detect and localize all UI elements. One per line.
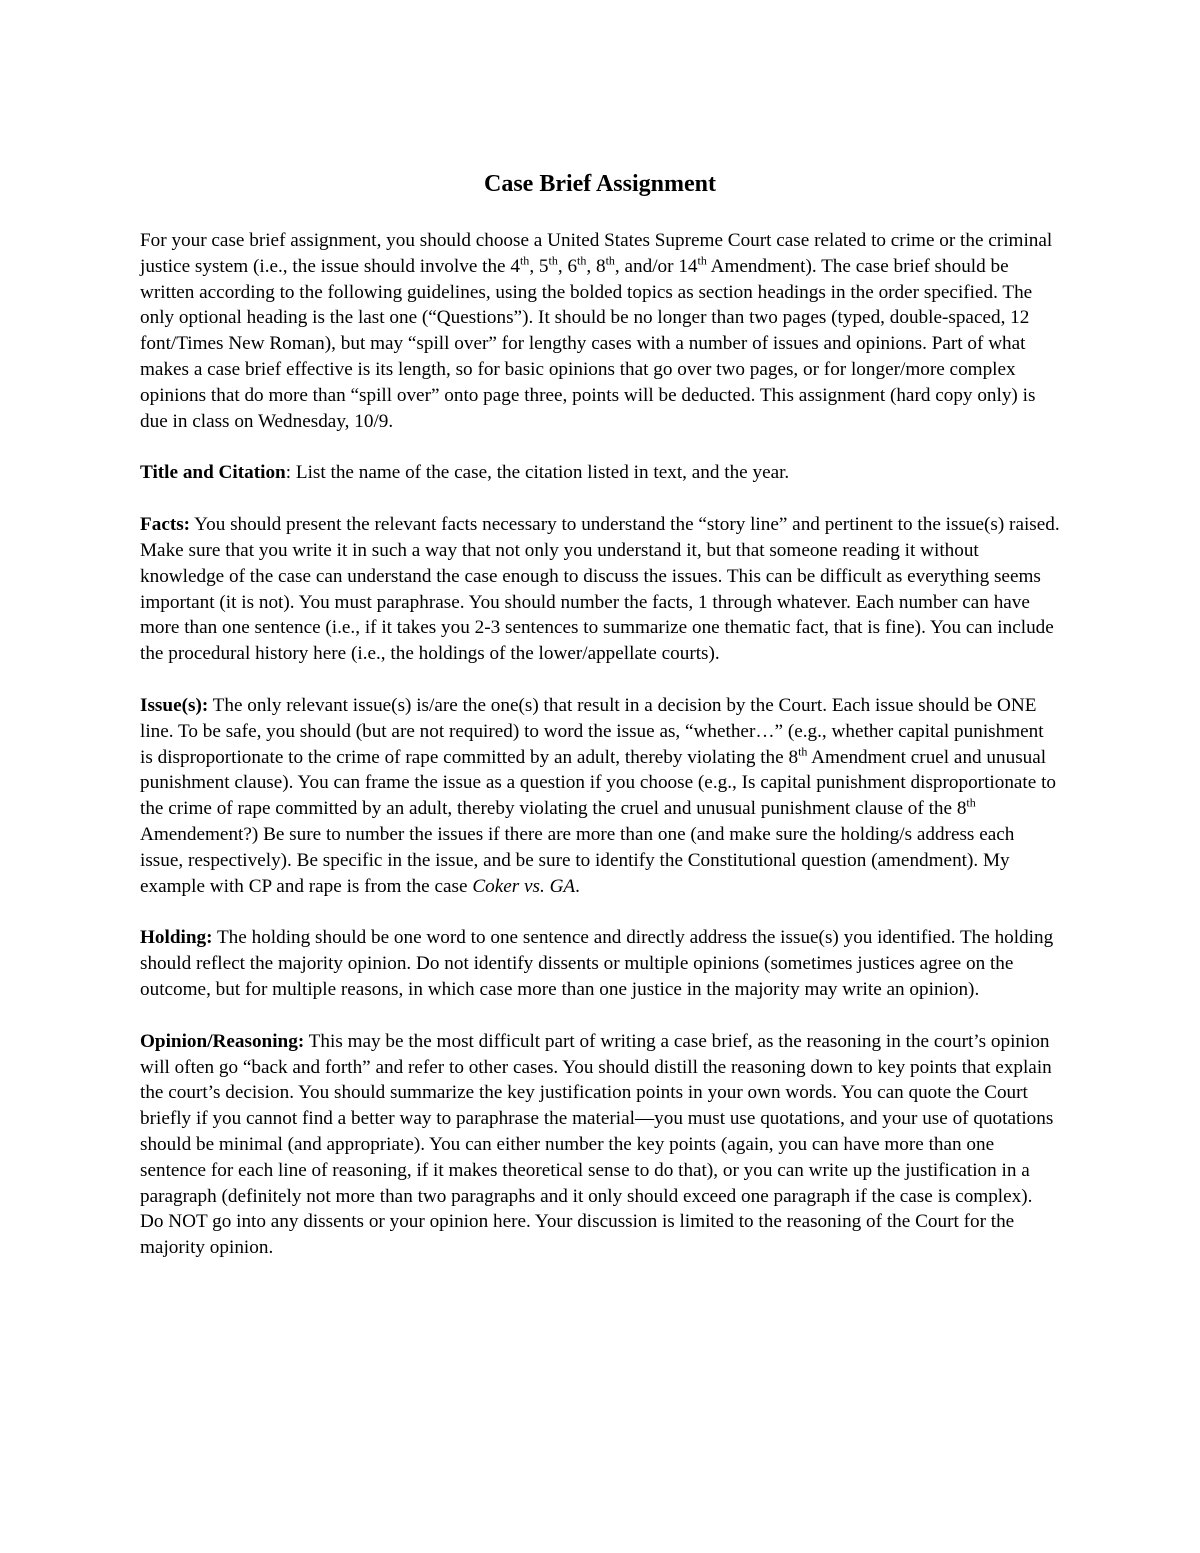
intro-text-6: Amendment). The case brief should be written according to the following guidelines, using the bolded topics as section headings in the order specified. The only optional heading is the last one (“Questions”). It should be no longer than two pages (typed, double-spaced, 12 font/Times New Roman), but may “spill over” for lengthy cases with a number of issues and opinions. Part of what makes a case brief effective is its length, so for basic opinions that go over two pages, or for longer/more complex opinions that do more than “spill over” onto page three, points will be deducted. This assignment (hard copy only) is due in class on Wednesday, 10/9. — [140, 255, 1036, 432]
intro-text-5: , and/or 14 — [614, 255, 698, 277]
issues-sup-2: th — [966, 795, 976, 810]
facts-heading: Facts: — [140, 514, 191, 536]
opinion-heading: Opinion/Reasoning: — [140, 1030, 305, 1052]
intro-paragraph — [140, 228, 1060, 434]
intro-sup-2: th — [548, 253, 558, 268]
intro-text-1: For your case brief assignment, you should choose a United States Supreme Court case related to crime or the criminal justice system (i.e., the issue should involve the 4 — [140, 230, 1053, 277]
issues-text-2: Amendment cruel and unusual punishment clause). You can frame the issue as a question if you choose (e.g., Is capital punishment disproportionate to the crime of rape committed by an adult, thereby violating the cruel and unusual punishment clause of the 8 — [140, 746, 1057, 820]
issues-sup-1: th — [798, 744, 808, 759]
intro-sup-3: th — [577, 253, 587, 268]
intro-text-2: , 5 — [529, 255, 549, 277]
title-citation-paragraph — [140, 460, 1060, 486]
opinion-paragraph — [140, 1029, 1060, 1261]
issues-paragraph — [140, 693, 1060, 899]
facts-paragraph — [140, 512, 1060, 667]
holding-text: The holding should be one word to one sentence and directly address the issue(s) you identified. The holding should reflect the majority opinion. Do not identify dissents or multiple opinions (sometimes justices agree on the outcome, but for multiple reasons, in which case more than one justice in the majority may write an opinion). — [140, 927, 1054, 1000]
issues-text-1: The only relevant issue(s) is/are the one(s) that result in a decision by the Court. Each issue should be ONE line. To be safe, you should (but are not required) to word the issue as, “whether…” (e.g., whether capital punishment is disproportionate to the crime of rape committed by an adult, thereby violating the 8 — [140, 694, 1044, 768]
issues-case-name: Coker vs. GA — [472, 875, 576, 897]
issues-text-4: . — [575, 875, 580, 897]
opinion-text: This may be the most difficult part of writing a case brief, as the reasoning in the court’s opinion will often go “back and forth” and refer to other cases. You should distill the reasoning down to key points that explain the court’s decision. You should summarize the key justification points in your own words. You can quote the Court briefly if you cannot find a better way to paraphrase the material—you must use quotations, and your use of quotations should be minimal (and appropriate). You can either number the key points (again, you can have more than one sentence for each line of reasoning, if it makes theoretical sense to do that), or you can write up the justification in a paragraph (definitely not more than two paragraphs and it only should exceed one paragraph if the case is complex). Do NOT go into any dissents or your opinion here. Your discussion is limited to the reasoning of the Court for the majority opinion. — [140, 1030, 1054, 1259]
title-citation-heading: Title and Citation — [140, 462, 286, 484]
document-title: Case Brief Assignment — [484, 171, 716, 197]
issues-text-3: Amendement?) Be sure to number the issues if there are more than one (and make sure the holding/s address each issue, respectively). Be specific in the issue, and be sure to identify the Constitutional question (amendment). My example with CP and rape is from the case — [140, 823, 1015, 897]
holding-heading: Holding: — [140, 927, 213, 949]
intro-text-3: , 6 — [557, 255, 578, 277]
document-page — [140, 168, 1060, 1287]
holding-paragraph — [140, 925, 1060, 1002]
facts-text: You should present the relevant facts necessary to understand the “story line” and pertinent to the issue(s) raised. Make sure that you write it in such a way that not only you understand it, but that someone reading it without knowledge of the case can understand the case enough to discuss the issues. This can be difficult as everything seems important (it is not). You must paraphrase. You should number the facts, 1 through whatever. Each number can have more than one sentence (i.e., if it takes you 2-3 sentences to summarize one thematic fact, that is fine). You can include the procedural history here (i.e., the holdings of the lower/appellate courts). — [140, 514, 1060, 665]
intro-sup-1: th — [519, 253, 530, 268]
intro-sup-4: th — [605, 253, 615, 268]
issues-heading: Issue(s): — [140, 694, 209, 716]
intro-sup-5: th — [697, 253, 707, 268]
intro-text-4: , 8 — [586, 255, 606, 277]
title-citation-text: : List the name of the case, the citation listed in text, and the year. — [285, 462, 790, 484]
